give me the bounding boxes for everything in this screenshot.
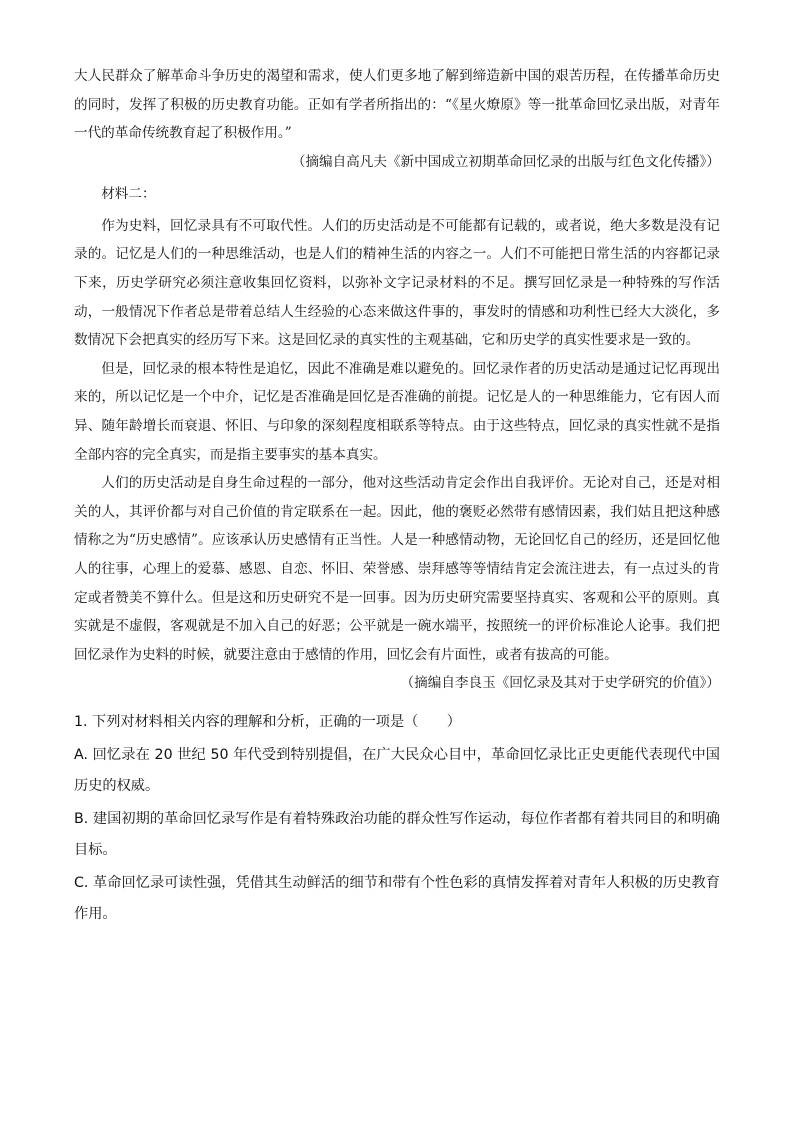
material-two-paragraph-3: 人们的历史活动是自身生命过程的一部分，他对这些活动肯定会作出自我评价。无论对自己，还是对相关的人，其评价都与对自己价值的肯定联系在一起。因此，他的褒贬必然带有感情因素，我们姑且把这种感情称之为“历史感情”。应该承认历史感情有正当性。人是一种感情动物，无论回忆自己的经历，还是回忆他人的往事，心理上的爱慕、感恩、自恋、怀旧、荣誉感、崇拜感等等情结肯定会流注进去，有一点过头的肯定或者赞美不算什么。但是这和历史研究不是一回事。因为历史研究需要坚持真实、客观和公平的原则。真实就是不虚假，客观就是不加入自己的好恶；公平就是一碗水端平，按照统一的评价标准论人论事。我们把回忆录作为史料的时候，就要注意由于感情的作用，回忆会有片面性，或者有拔高的可能。 bbox=[74, 475, 720, 663]
material-one-source: （摘编自高凡夫《新中国成立初期革命回忆录的出版与红色文化传播》） bbox=[291, 153, 720, 170]
material-two-paragraph-2: 但是，回忆录的根本特性是追忆，因此不准确是难以避免的。回忆录作者的历史活动是通过记忆再现出来的，所以记忆是一个中介，记忆是否准确是回忆是否准确的前提。记忆是人的一种思维能力，它有因人而异、随年龄增长而衰退、怀旧、与印象的深刻程度相联系等特点。由于这些特点，回忆录的真实性就不是指全部内容的完全真实，而是指主要事实的基本真实。 bbox=[74, 360, 720, 463]
material-two-heading: 材料二： bbox=[101, 185, 156, 202]
question-option-c: C. 革命回忆录可读性强，凭借其生动鲜活的细节和带有个性色彩的真情发挥着对青年人积极的历史教育作用。 bbox=[74, 875, 720, 923]
material-two-paragraph-1: 作为史料，回忆录具有不可取代性。人们的历史活动是不可能都有记载的，或者说，绝大多数是没有记录的。记忆是人们的一种思维活动，也是人们的精神生活的内容之一。人们不可能把日常生活的内容都记录下来，历史学研究必须注意收集回忆资料，以弥补文字记录材料的不足。撰写回忆录是一种特殊的写作活动，一般情况下作者总是带着总结人生经验的心态来做这件事的，事发时的情感和功利性已经大大淡化，多数情况下会把真实的经历写下来。这是回忆录的真实性的主观基础，它和历史学的真实性要求是一致的。 bbox=[74, 217, 720, 349]
document-page bbox=[74, 62, 720, 932]
material-one-tail-paragraph: 大人民群众了解革命斗争历史的渴望和需求，使人们更多地了解到缔造新中国的艰苦历程，在传播革命历史的同时，发挥了积极的历史教育功能。正如有学者所指出的：“《星火燎原》等一批革命回忆录出版，对青年一代的革命传统教育起了积极作用。” bbox=[74, 68, 720, 142]
question-option-a: A. 回忆录在 20 世纪 50 年代受到特别提倡，在广大民众心目中，革命回忆录比正史更能代表现代中国历史的权威。 bbox=[74, 747, 720, 795]
question-option-b: B. 建国初期的革命回忆录写作是有着特殊政治功能的群众性写作运动，每位作者都有着共同目的和明确目标。 bbox=[74, 811, 720, 859]
material-two-source: （摘编自李良玉《回忆录及其对于史学研究的价值》） bbox=[400, 675, 720, 692]
question-stem: 1. 下列对材料相关内容的理解和分析，正确的一项是（ ） bbox=[74, 714, 461, 731]
